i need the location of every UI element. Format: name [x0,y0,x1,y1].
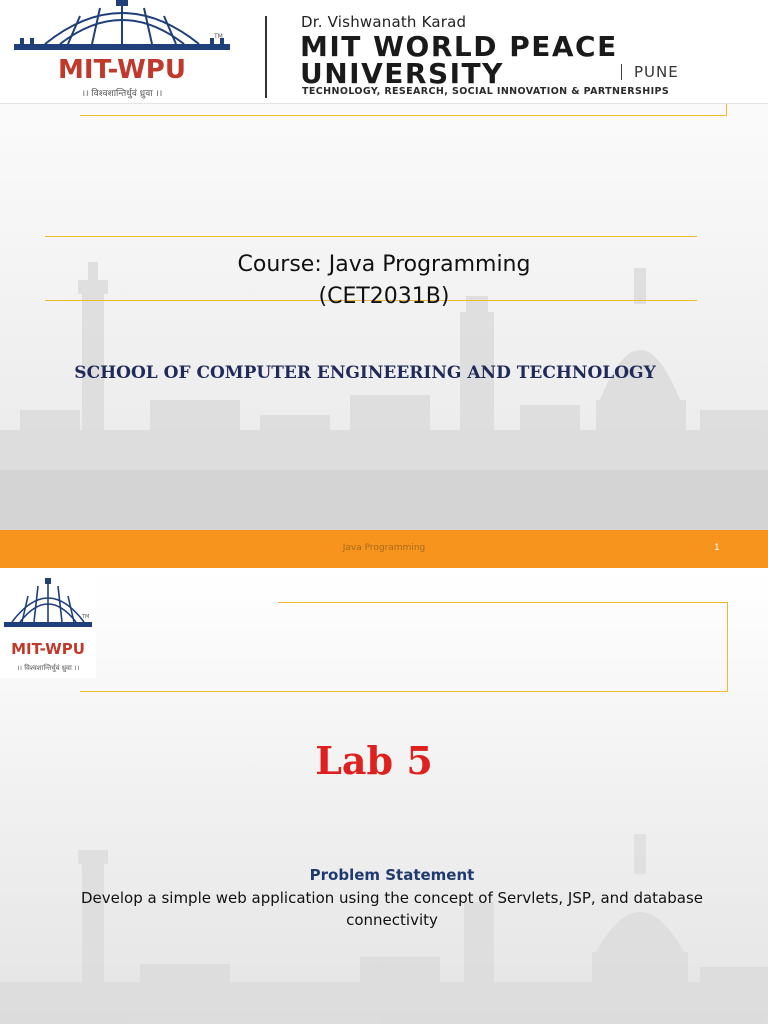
course-title: Course: Java Programming [237,252,531,277]
course-code: (CET2031B) [318,284,450,309]
frame-rule-top [278,602,728,603]
slide-footer [0,530,768,568]
university-name-line1: MIT WORLD PEACE [300,30,618,63]
header-banner [0,0,768,104]
university-tagline: TECHNOLOGY, RESEARCH, SOCIAL INNOVATION & PARTNERSHIPS [302,86,670,97]
founder-line: Dr. Vishwanath Karad [301,13,467,31]
lab-title: Lab 5 [315,738,433,783]
university-city: PUNE [634,63,679,81]
mit-wpu-logo-small [0,574,96,678]
problem-statement-heading: Problem Statement [309,866,475,884]
cityscape-background [0,572,768,1024]
university-name-line2: UNIVERSITY [300,57,504,90]
title-rule-top [45,236,697,237]
problem-statement-body: Develop a simple web application using the concept of Servlets, JSP, and database connectivity [80,889,703,929]
trademark-mark: TM [214,33,223,40]
logo-wordmark: MIT-WPU [11,640,85,658]
school-name: SCHOOL OF COMPUTER ENGINEERING AND TECHNOLOGY [74,363,656,383]
city-separator [621,64,622,80]
header-rule-hook [726,104,727,116]
page-number: 1 [714,543,720,553]
logo-motto: ।। विश्वशान्तिर्धुवं ध्रुवा ।। [16,664,80,672]
trademark-mark: TM [82,614,90,620]
logo-wordmark: MIT-WPU [58,55,186,85]
banner-divider [265,16,267,98]
footer-course-name: Java Programming [342,543,426,553]
mit-wpu-logo [0,0,250,104]
lab-slide [0,572,768,1024]
frame-rule-bottom [80,691,728,692]
logo-motto: ।। विश्वशान्तिर्धुवं ध्रुवा ।। [81,89,163,99]
header-rule [80,115,726,116]
frame-rule-right [727,602,728,692]
